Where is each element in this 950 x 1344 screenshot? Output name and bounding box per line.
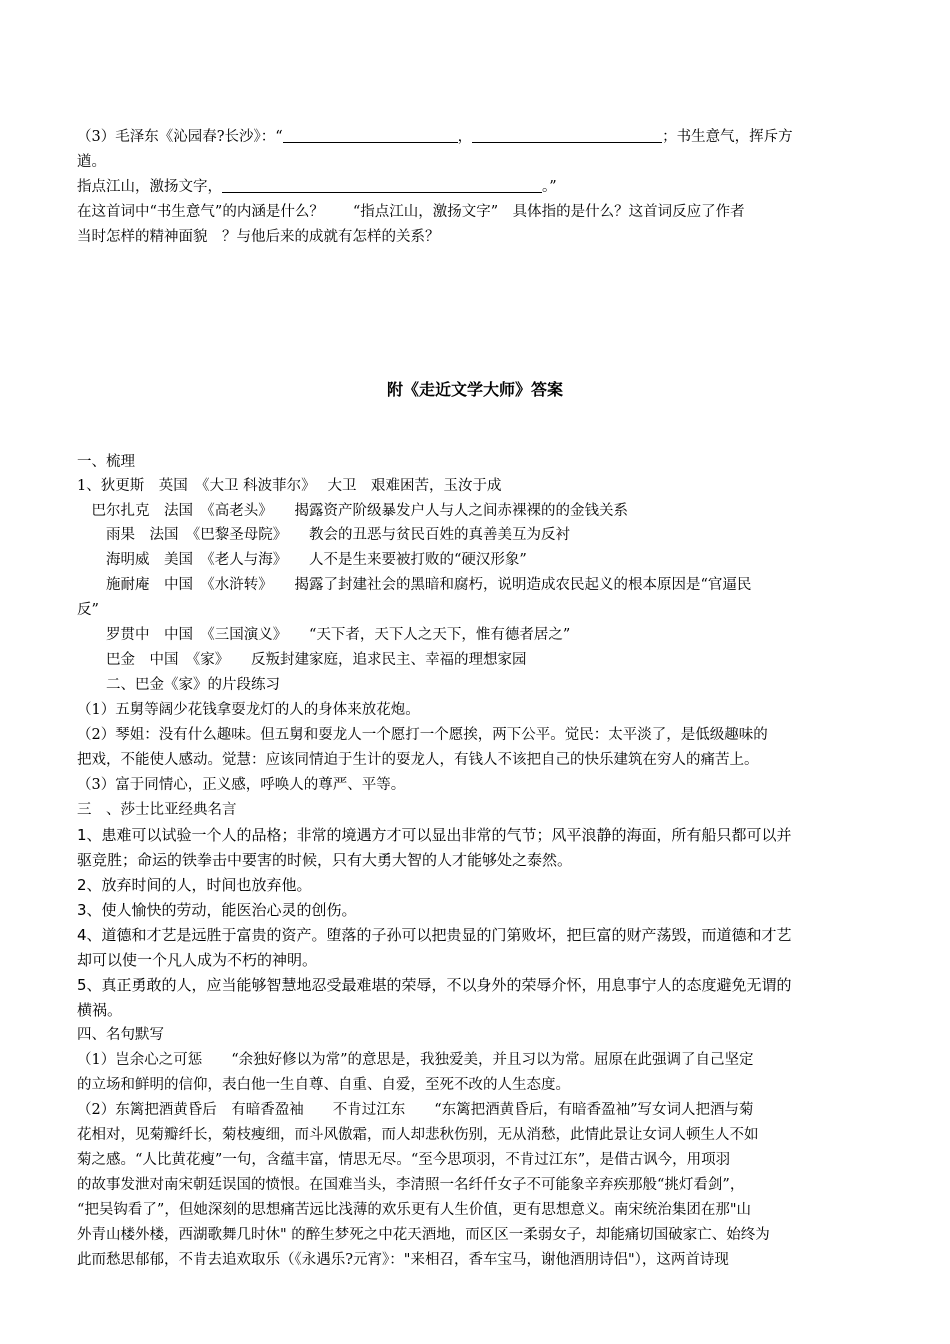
- quote-4-cont: 却可以使一个凡人成为不朽的神明。: [77, 951, 318, 969]
- poem-answer-2-cont: 的故事发泄对南宋朝廷误国的愤恨。在国难当头，李清照一名纤仟女子不可能象辛弃疾那般“挑灯看剑”，: [77, 1177, 745, 1193]
- question-3-prompt2: 当时怎样的精神面貌 ？与他后来的成就有怎样的关系？: [77, 229, 440, 245]
- answer-blank-1[interactable]: [283, 126, 458, 143]
- list-item: 海明威 美国 《老人与海》 人不是生来要被打败的“硬汉形象”: [77, 552, 527, 568]
- quote-5: 5、真正勇敢的人，应当能够智慧地忍受最难堪的荣辱，不以身外的荣辱介怀，用息事宁人的态度避免无谓的: [77, 976, 792, 994]
- quote-3: 3、使人愉快的劳动，能医治心灵的创伤。: [77, 901, 357, 919]
- q3-line3-prefix: 指点江山，激扬文字，: [77, 179, 222, 195]
- list-item: 巴尔扎克 法国 《高老头》 揭露资产阶级暴发户人与人之间赤裸裸的的金钱关系: [77, 503, 628, 519]
- poem-answer-2-cont: 花相对，见菊瓣纤长，菊枝瘦细，而斗风傲霜，而人却悲秋伤别，无从消愁，此情此景让女词人顿生人不如: [77, 1127, 759, 1143]
- section-2-answer-3: （3）富于同情心，正义感，呼唤人的尊严、平等。: [77, 777, 406, 793]
- poem-answer-1: （1）岂余心之可惩 “余独好修以为常”的意思是，我独爱美，并且习以为常。屈原在此强调了自己坚定: [77, 1052, 754, 1068]
- q3-comma: ，: [457, 129, 473, 145]
- quote-1: 1、患难可以试验一个人的品格；非常的境遇方才可以显出非常的气节；风平浪静的海面，所有船只都可以并: [77, 826, 792, 844]
- quote-4: 4、道德和才艺是远胜于富贵的资产。堕落的子孙可以把贵显的门第败坏，把巨富的财产荡毁，而道德和才艺: [77, 926, 792, 944]
- list-item: 1、狄更斯 英国 《大卫 科波菲尔》 大卫 艰难困苦，玉汝于成: [77, 478, 502, 494]
- q3-prefix: （3）毛泽东《沁园春?长沙》：“: [77, 129, 283, 145]
- q3-line3-suffix: 。”: [542, 179, 557, 195]
- list-item: 反”: [77, 602, 99, 618]
- question-3-prompt1: 在这首词中“书生意气”的内涵是什么？ “指点江山，激扬文字” 具体指的是什么？这首词反应了作者: [77, 204, 745, 220]
- section-4-heading: 四、名句默写: [77, 1027, 164, 1043]
- list-item: 巴金 中国 《家》 反叛封建家庭，追求民主、幸福的理想家园: [77, 652, 527, 668]
- poem-answer-2-cont: 菊之感。“人比黄花瘦”一句，含蕴丰富，情思无尽。“至今思项羽，不肯过江东”，是借古讽今，用项羽: [77, 1152, 731, 1168]
- list-item: 施耐庵 中国 《水浒转》 揭露了封建社会的黑暗和腐朽，说明造成农民起义的根本原因是“官逼民: [77, 577, 752, 593]
- question-3-line1: [77, 125, 877, 149]
- quote-5-cont: 横祸。: [77, 1001, 123, 1019]
- section-2-answer-1: （1）五舅等阔少花钱拿耍龙灯的人的身体来放花炮。: [77, 702, 420, 718]
- q3-suffix: ；书生意气，挥斥方: [662, 129, 793, 145]
- poem-answer-2-cont: “把吴钩看了”，但她深刻的思想痛苦远比浅薄的欢乐更有人生价值，更有思想意义。南宋统治集团在那"山: [77, 1202, 751, 1218]
- poem-answer-1-cont: 的立场和鲜明的信仰，表白他一生自尊、自重、自爱，至死不改的人生态度。: [77, 1077, 570, 1093]
- question-3-line2: 遒。: [77, 154, 106, 170]
- page-title: 附《走近文学大师》答案: [386, 380, 563, 399]
- list-item: 罗贯中 中国 《三国演义》 “天下者，天下人之天下，惟有德者居之”: [77, 627, 571, 643]
- quote-2: 2、放弃时间的人，时间也放弃他。: [77, 876, 312, 894]
- section-2-answer-2: （2）琴姐：没有什么趣味。但五舅和耍龙人一个愿打一个愿挨，两下公平。觉民：太平淡了，是低级趣味的: [77, 727, 768, 743]
- poem-answer-2-cont: 此而愁思郁郁，不肯去追欢取乐（《永遇乐?元宵》："来相召，香车宝马，谢他酒朋诗侣"），这两首诗现: [77, 1252, 729, 1268]
- section-1-heading: 一、梳理: [77, 454, 135, 470]
- poem-answer-2-cont: 外青山楼外楼，西湖歌舞几时休" 的醉生梦死之中花天酒地，而区区一柔弱女子，却能痛切国破家亡、始终为: [77, 1227, 770, 1243]
- quote-1-cont: 驱竞胜；命运的铁拳击中要害的时候，只有大勇大智的人才能够处之泰然。: [77, 851, 573, 869]
- answer-blank-3[interactable]: [222, 176, 542, 193]
- poem-answer-2: （2）东篱把酒黄昏后 有暗香盈袖 不肯过江东 “东篱把酒黄昏后，有暗香盈袖”写女词人把酒与菊: [77, 1102, 754, 1118]
- list-item: 雨果 法国 《巴黎圣母院》 教会的丑恶与贫民百姓的真善美互为反衬: [77, 527, 570, 543]
- section-2-answer-2-cont: 把戏，不能使人感动。觉慧：应该同情迫于生计的耍龙人，有钱人不该把自己的快乐建筑在穷人的痛苦上。: [77, 752, 759, 768]
- section-3-heading: 三 、莎士比亚经典名言: [77, 802, 237, 818]
- answer-blank-2[interactable]: [472, 126, 662, 143]
- section-2-heading: 二、巴金《家》的片段练习: [77, 677, 280, 693]
- question-3-line3: [77, 175, 877, 199]
